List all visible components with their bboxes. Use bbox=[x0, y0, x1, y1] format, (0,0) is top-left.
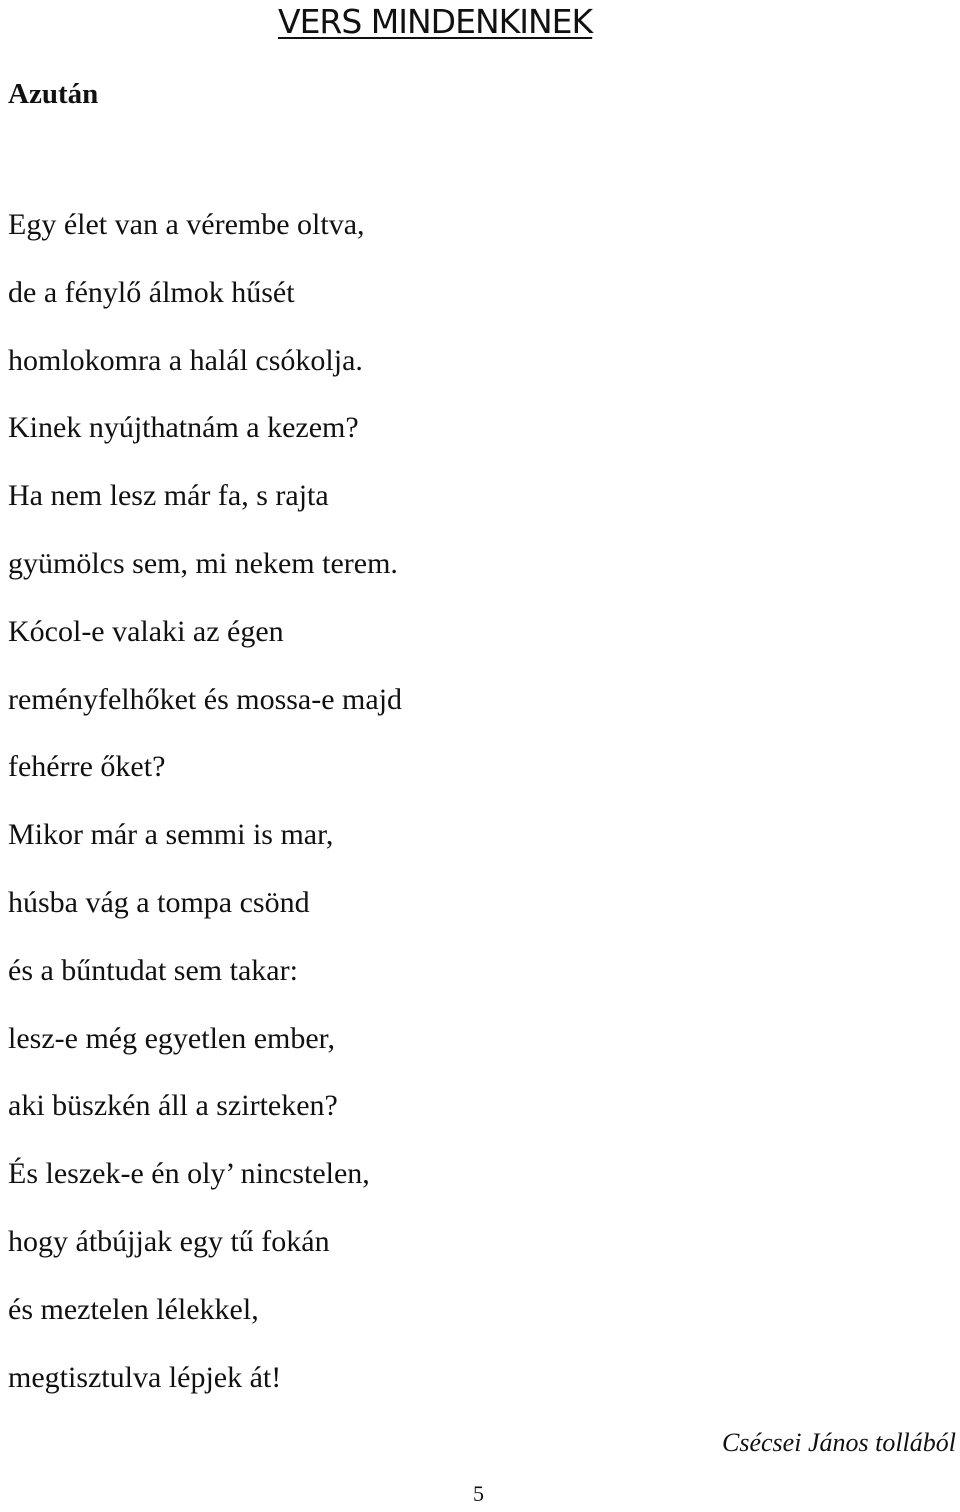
poem-line: és meztelen lélekkel, bbox=[8, 1292, 259, 1326]
poem-line: fehérre őket? bbox=[8, 750, 166, 784]
poem-line: Kinek nyújthatnám a kezem? bbox=[8, 411, 359, 445]
poem-line: Kócol-e valaki az égen bbox=[8, 614, 284, 648]
poem-body bbox=[8, 208, 402, 1428]
poem-line: Ha nem lesz már fa, s rajta bbox=[8, 479, 329, 513]
poem-line: Mikor már a semmi is mar, bbox=[8, 818, 334, 852]
poem-line: homlokomra a halál csókolja. bbox=[8, 343, 363, 377]
poem-line: reményfelhőket és mossa-e majd bbox=[8, 682, 403, 716]
page-number: 5 bbox=[473, 1481, 484, 1506]
poem-line: és a bűntudat sem takar: bbox=[8, 953, 298, 987]
poem-line: Egy élet van a vérembe oltva, bbox=[8, 208, 365, 241]
poem-line: És leszek-e én oly’ nincstelen, bbox=[8, 1157, 370, 1191]
poem-author: Csécsei János tollából bbox=[722, 1428, 956, 1457]
poem-line: húsba vág a tompa csönd bbox=[8, 885, 310, 919]
poem-line: aki büszkén áll a szirteken? bbox=[8, 1089, 338, 1123]
poem-line: gyümölcs sem, mi nekem terem. bbox=[8, 546, 398, 580]
poem-title: Azután bbox=[8, 78, 99, 110]
poem-line: megtisztulva lépjek át! bbox=[8, 1360, 282, 1394]
publication-title: VERS MINDENKINEK bbox=[278, 2, 593, 41]
poem-line: hogy átbújjak egy tű fokán bbox=[8, 1224, 330, 1258]
poem-line: lesz-e még egyetlen ember, bbox=[8, 1021, 335, 1055]
poem-line: de a fénylő álmok hűsét bbox=[8, 275, 295, 309]
